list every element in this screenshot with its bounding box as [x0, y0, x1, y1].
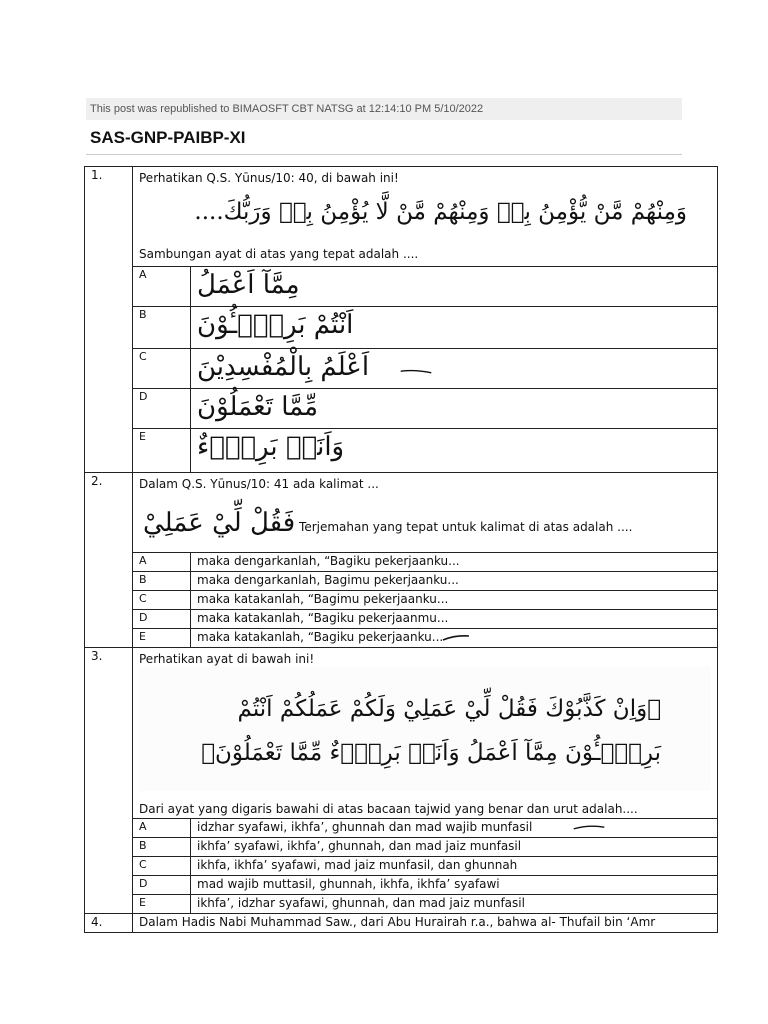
option-text: maka katakanlah, “Bagiku pekerjaanku...	[191, 629, 718, 648]
question-table	[84, 166, 718, 933]
option-text: اَنْتُمْ بَرِيْۤـُٔوْنَ	[191, 307, 718, 349]
option-text: ikhfa’ syafawi, ikhfa’, ghunnah, dan mad jaiz munfasil	[191, 838, 718, 857]
option-row	[85, 876, 718, 895]
option-letter: E	[133, 895, 191, 914]
question-number: 4.	[85, 914, 133, 933]
question-prompt: Perhatikan Q.S. Yūnus/10: 40, di bawah ini!	[139, 171, 399, 185]
option-row	[85, 389, 718, 429]
question-row-1	[85, 167, 718, 267]
option-text: maka katakanlah, “Bagimu pekerjaanku...	[191, 591, 718, 610]
question-number: 3.	[85, 648, 133, 914]
option-letter: C	[133, 349, 191, 389]
title-divider	[86, 154, 682, 155]
option-text: maka dengarkanlah, “Bagiku pekerjaanku...	[191, 553, 718, 572]
option-letter: B	[133, 307, 191, 349]
question-prompt: Perhatikan ayat di bawah ini!	[139, 652, 315, 666]
answer-mark	[439, 633, 473, 643]
option-text: وَاَنَا۠ بَرِيْۤءٌ	[191, 429, 718, 473]
quran-verse: وَمِنْهُمْ مَّنْ يُّؤْمِنُ بِهٖ وَمِنْهُمْ مَّنْ لَّا يُؤْمِنُ بِهٖ وَرَبُّكَ....	[194, 199, 687, 225]
option-row	[85, 819, 718, 838]
option-row	[85, 629, 718, 648]
document-title: SAS-GNP-PAIBP-XI	[90, 128, 246, 147]
option-text: مِمَّآ اَعْمَلُ	[191, 267, 718, 307]
question-row-4	[85, 914, 718, 933]
question-number: 1.	[85, 167, 133, 473]
question-number: 2.	[85, 473, 133, 648]
option-letter: B	[133, 838, 191, 857]
republish-banner: This post was republished to BIMAOSFT CBT NATSG at 12:14:10 PM 5/10/2022	[86, 98, 682, 120]
question-text: Dari ayat yang digaris bawahi di atas bacaan tajwid yang benar dan urut adalah....	[139, 802, 638, 816]
quran-phrase: فَقُلْ لِّيْ عَمَلِيْ	[143, 508, 296, 538]
option-row	[85, 267, 718, 307]
answer-mark	[399, 367, 433, 377]
question-text: Sambungan ayat di atas yang tepat adalah ....	[139, 247, 419, 261]
option-text: ikhfa, ikhfa’ syafawi, mad jaiz munfasil, dan ghunnah	[191, 857, 718, 876]
option-text: maka katakanlah, “Bagiku pekerjaanmu...	[191, 610, 718, 629]
question-row-3	[85, 648, 718, 819]
option-text: اَعْلَمُ بِالْمُفْسِدِيْنَ	[191, 349, 718, 389]
option-text: مِّمَّا تَعْمَلُوْنَ	[191, 389, 718, 429]
question-cell	[133, 648, 718, 819]
option-text: maka dengarkanlah, Bagimu pekerjaanku...	[191, 572, 718, 591]
option-letter: A	[133, 267, 191, 307]
option-letter: A	[133, 553, 191, 572]
option-letter: C	[133, 591, 191, 610]
answer-mark	[572, 823, 606, 833]
option-row	[85, 307, 718, 349]
option-text: ikhfa’, idzhar syafawi, ghunnah, dan mad jaiz munfasil	[191, 895, 718, 914]
option-letter: D	[133, 876, 191, 895]
option-row	[85, 591, 718, 610]
option-row	[85, 610, 718, 629]
question-cell	[133, 473, 718, 553]
question-cell	[133, 167, 718, 267]
option-row	[85, 857, 718, 876]
option-row	[85, 838, 718, 857]
option-row	[85, 553, 718, 572]
option-row	[85, 349, 718, 389]
question-prompt: Dalam Hadis Nabi Muhammad Saw., dari Abu Hurairah r.a., bahwa al- Thufail bin ‘Amr	[133, 914, 718, 933]
option-letter: C	[133, 857, 191, 876]
question-row-2	[85, 473, 718, 553]
option-letter: B	[133, 572, 191, 591]
option-row	[85, 572, 718, 591]
question-prompt: Dalam Q.S. Yūnus/10: 41 ada kalimat ...	[139, 477, 379, 491]
option-text: idzhar syafawi, ikhfa’, ghunnah dan mad wajib munfasil	[191, 819, 718, 838]
question-text: Terjemahan yang tepat untuk kalimat di atas adalah ....	[299, 520, 633, 534]
option-row	[85, 429, 718, 473]
option-letter: D	[133, 610, 191, 629]
option-letter: E	[133, 629, 191, 648]
option-letter: A	[133, 819, 191, 838]
option-letter: D	[133, 389, 191, 429]
quran-verse: ﴿وَاِنْ كَذَّبُوْكَ فَقُلْ لِّيْ عَمَلِيْ وَلَكُمْ عَمَلُكُمْ اَنْتُمْ بَرِيْۤـُٔوْنَ مِمَّآ اَعْمَلُ وَاَنَا۠ بَرِيْۤءٌ مِّمَّا تَعْمَلُوْنَ﴾	[139, 667, 711, 791]
option-text: mad wajib muttasil, ghunnah, ikhfa, ikhfa’ syafawi	[191, 876, 718, 895]
option-letter: E	[133, 429, 191, 473]
option-row	[85, 895, 718, 914]
